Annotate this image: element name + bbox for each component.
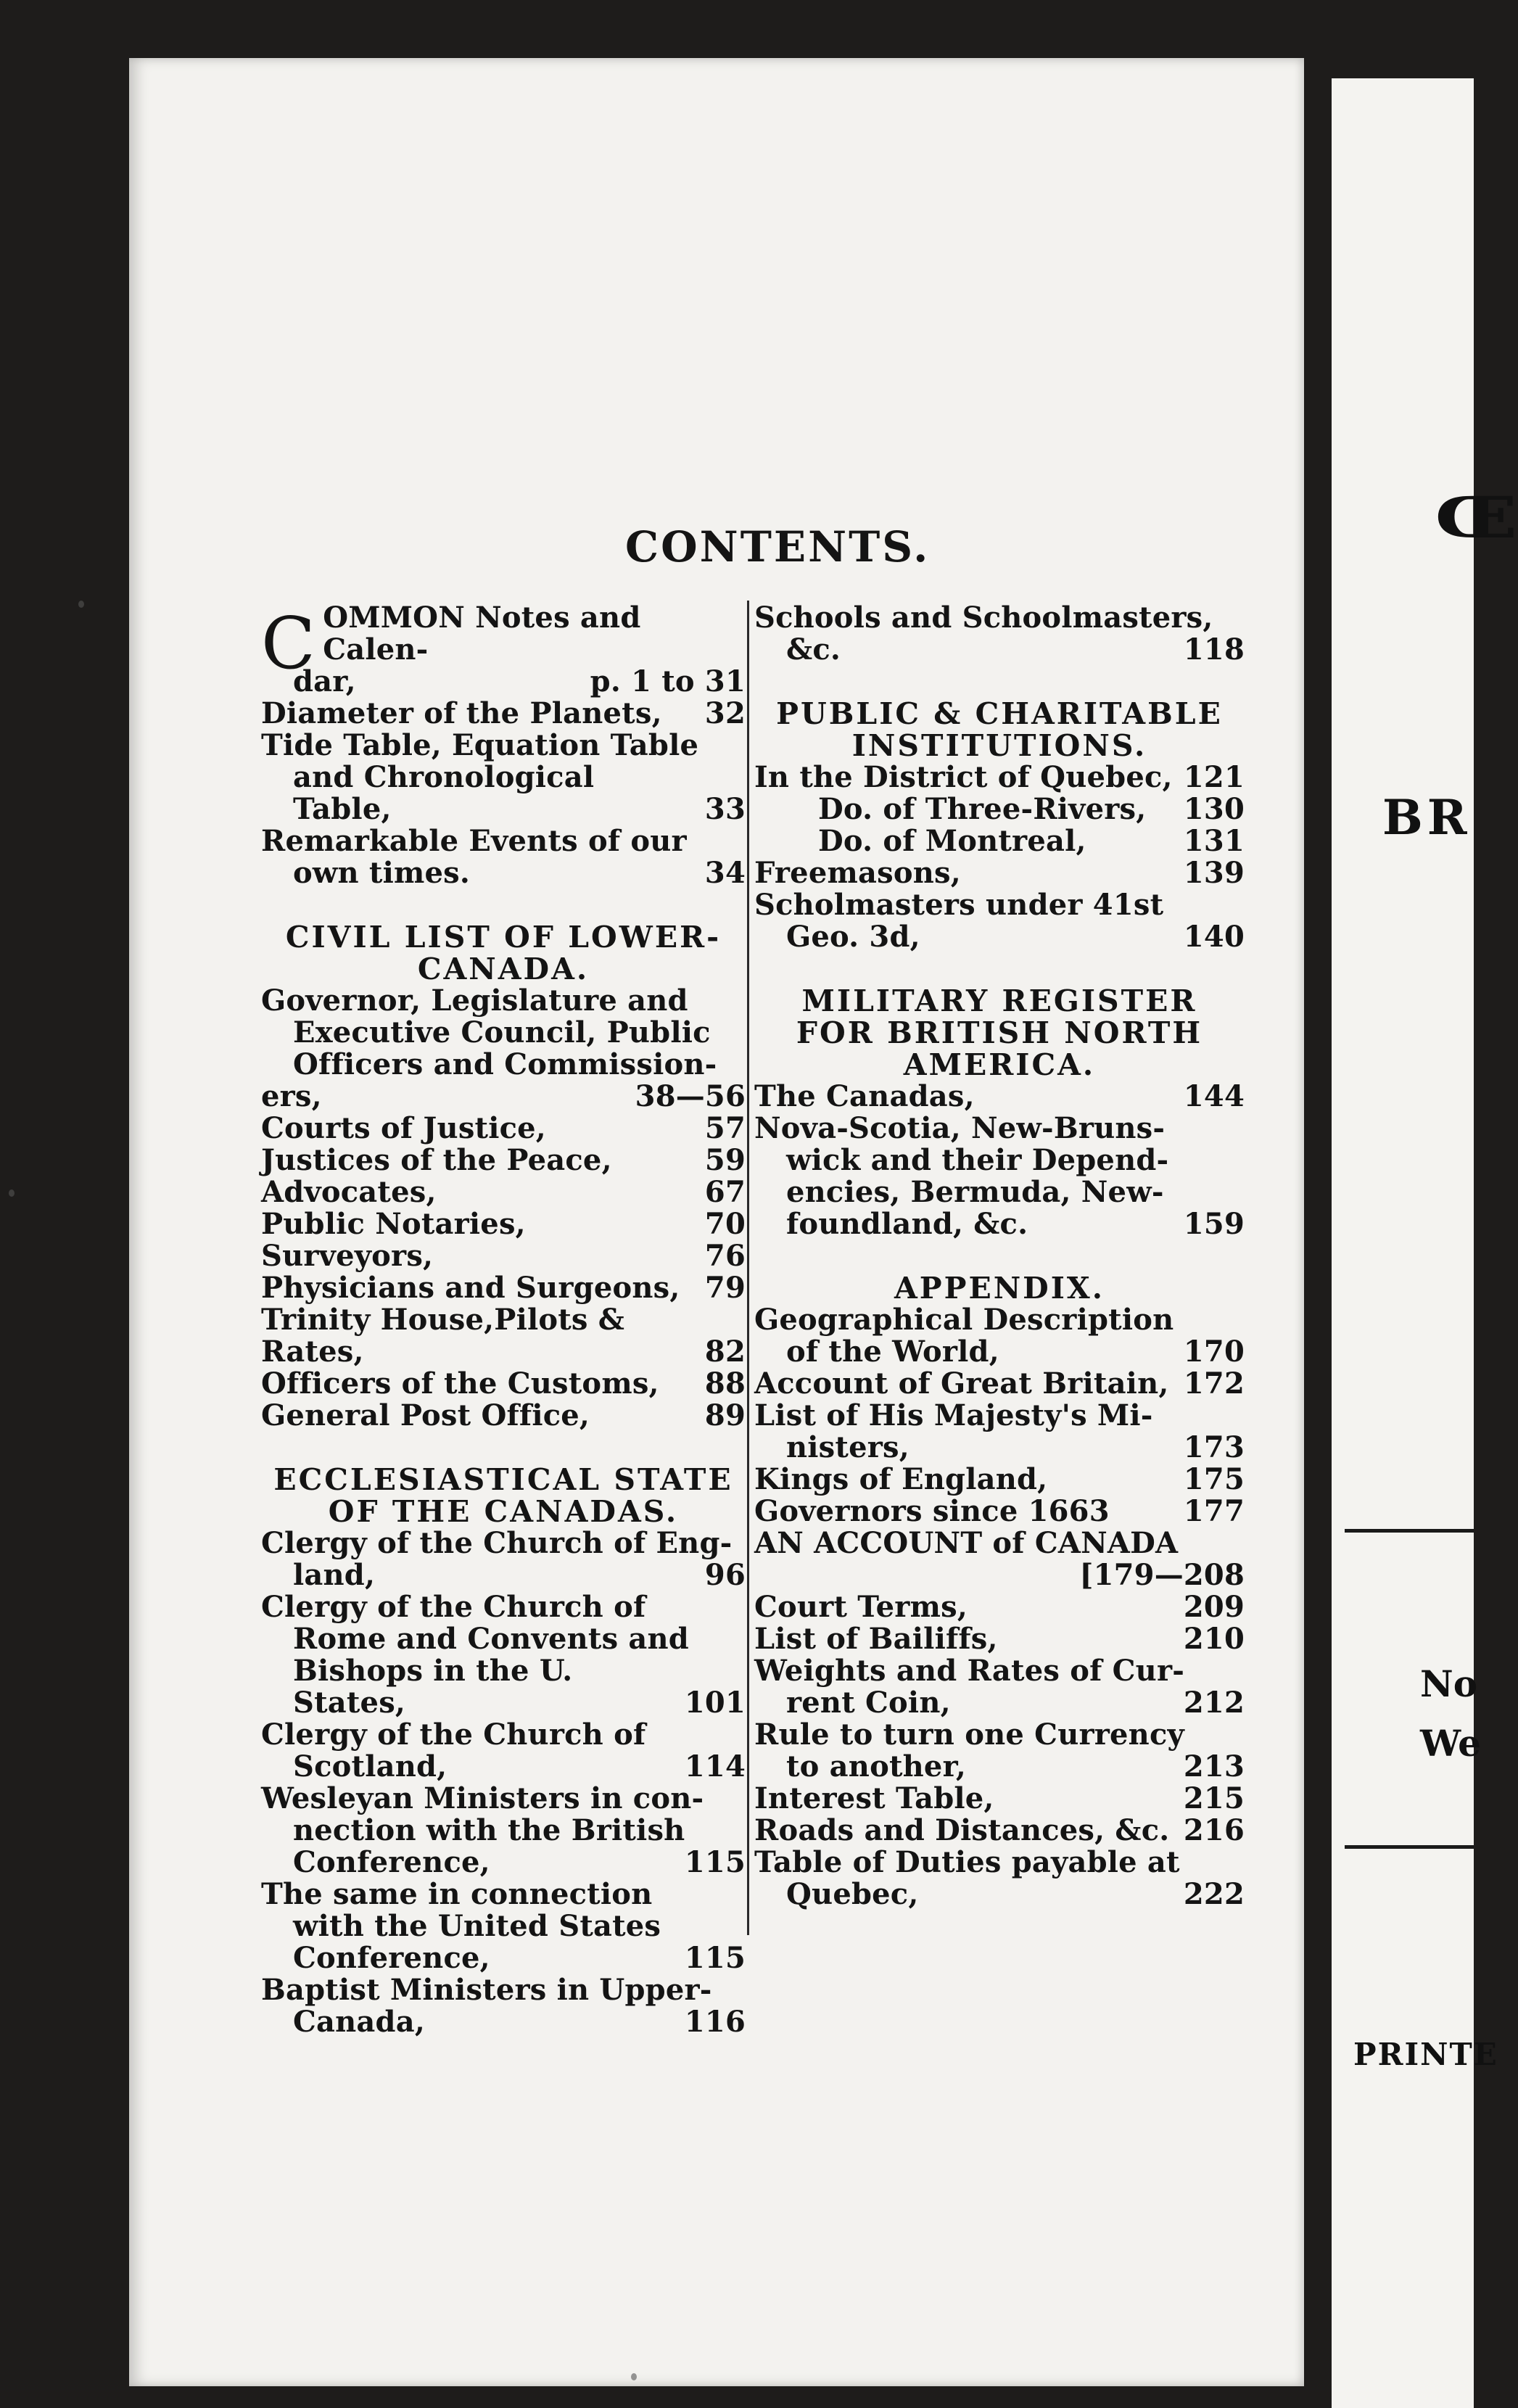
contents-entry — [754, 1176, 1245, 1208]
section-spacer — [754, 953, 1245, 985]
contents-entry — [261, 1527, 746, 1559]
contents-entry — [754, 1400, 1245, 1432]
page-number: 67 — [704, 1175, 746, 1209]
facing-page-rule-2 — [1345, 1845, 1474, 1849]
entry-title: Geographical Description — [754, 1303, 1174, 1337]
page-number: 212 — [1183, 1686, 1245, 1720]
contents-entry — [754, 921, 1245, 953]
contents-entry — [754, 602, 1245, 634]
entry-title: Justices of the Peace, — [261, 1143, 612, 1177]
contents-entry — [261, 1942, 746, 1974]
contents-entry — [754, 1655, 1245, 1687]
contents-entry — [754, 1527, 1245, 1559]
contents-entry — [261, 1049, 746, 1081]
entry-title: Clergy of the Church of — [261, 1718, 646, 1752]
contents-entry — [261, 1145, 746, 1176]
entry-title: Public Notaries, — [261, 1207, 526, 1241]
contents-entry — [754, 1113, 1245, 1145]
section-spacer — [261, 1432, 746, 1464]
entry-title: own times. — [293, 856, 471, 890]
entry-title: Freemasons, — [754, 856, 961, 890]
page-number: 88 — [704, 1366, 746, 1401]
entry-title: Tide Table, Equation Table — [261, 728, 699, 762]
contents-entry — [754, 1879, 1245, 1910]
column-divider — [747, 601, 749, 1935]
contents-left-column — [261, 602, 746, 2038]
page-number: p. 1 to 31 — [590, 664, 746, 698]
entry-title: Trinity House,Pilots & Rates, — [261, 1303, 625, 1369]
section-heading: INSTITUTIONS. — [851, 728, 1147, 763]
entry-title: Governor, Legislature and — [261, 984, 688, 1018]
section-heading: FOR BRITISH NORTH — [796, 1015, 1203, 1050]
entry-title: Surveyors, — [261, 1239, 434, 1273]
contents-entry — [754, 1208, 1245, 1240]
page-number: 89 — [704, 1398, 746, 1432]
contents-entry — [754, 1591, 1245, 1623]
section-heading: CIVIL LIST OF LOWER- — [285, 920, 722, 954]
entry-title: Remarkable Events of our — [261, 824, 687, 858]
page-number: 70 — [704, 1207, 746, 1241]
contents-entry — [754, 1719, 1245, 1751]
section-spacer — [754, 1240, 1245, 1272]
page-number: 209 — [1183, 1590, 1245, 1624]
contents-entry — [261, 1272, 746, 1304]
page-number: 172 — [1183, 1366, 1245, 1401]
page-number: 114 — [684, 1749, 746, 1784]
entry-title: Canada, — [293, 2005, 425, 2039]
section-spacer — [261, 889, 746, 921]
entry-title: Officers of the Customs, — [261, 1366, 659, 1401]
contents-right-column — [754, 602, 1245, 1910]
contents-entry — [261, 2006, 746, 2038]
entry-title: rent Coin, — [786, 1686, 951, 1720]
page-number: 116 — [684, 2005, 746, 2039]
contents-entry — [754, 1687, 1245, 1719]
facing-page-text-2: No — [1420, 1662, 1478, 1705]
entry-title: to another, — [786, 1749, 967, 1784]
facing-page-text-3: We — [1420, 1722, 1481, 1765]
contents-entry — [261, 1240, 746, 1272]
page-number: 82 — [704, 1335, 746, 1369]
entry-title: Diameter of the Planets, — [261, 696, 662, 730]
entry-title: foundland, &c. — [786, 1207, 1028, 1241]
entry-title: Table of Duties payable at — [754, 1845, 1180, 1879]
page-number: 115 — [684, 1845, 746, 1879]
page-number: 118 — [1183, 632, 1245, 667]
entry-title: Conference, — [293, 1845, 490, 1879]
entry-title: Interest Table, — [754, 1781, 994, 1815]
facing-page — [1332, 78, 1518, 2408]
contents-entry — [754, 1464, 1245, 1496]
entry-title: List of Bailiffs, — [754, 1622, 998, 1656]
entry-title: AN ACCOUNT of CANADA — [754, 1526, 1179, 1560]
page-number: 76 — [704, 1239, 746, 1273]
page-number: [179—208 — [1079, 1558, 1245, 1592]
contents-entry — [261, 985, 746, 1017]
entry-title: and Chronological Table, — [293, 760, 595, 826]
contents-entry — [754, 1432, 1245, 1464]
page-number: 159 — [1183, 1207, 1245, 1241]
facing-page-rule-1 — [1345, 1529, 1474, 1533]
page-number: 32 — [704, 696, 746, 730]
contents-entry — [261, 762, 746, 825]
entry-title: In the District of Quebec, — [754, 760, 1173, 794]
section-heading: OF THE CANADAS. — [328, 1494, 679, 1529]
page-number: 130 — [1183, 792, 1245, 826]
page-number: 222 — [1183, 1877, 1245, 1911]
entry-title: Courts of Justice, — [261, 1111, 546, 1145]
contents-entry — [261, 1400, 746, 1432]
entry-title: Do. of Montreal, — [818, 824, 1086, 858]
contents-entry — [261, 1719, 746, 1751]
page-number: 170 — [1183, 1335, 1245, 1369]
contents-entry — [261, 730, 746, 762]
entry-title: Advocates, — [261, 1175, 437, 1209]
page-number: 140 — [1183, 920, 1245, 954]
entry-title: encies, Bermuda, New- — [786, 1175, 1164, 1209]
entry-title: Rome and Convents and — [293, 1622, 689, 1656]
entry-title: Scholmasters under 41st — [754, 888, 1164, 922]
contents-entry — [261, 1208, 746, 1240]
page-number: 177 — [1183, 1494, 1245, 1528]
contents-entry — [754, 857, 1245, 889]
entry-title: List of His Majesty's Mi- — [754, 1398, 1153, 1432]
contents-entry — [754, 1559, 1245, 1591]
page-number: 131 — [1183, 824, 1245, 858]
contents-entry — [261, 1017, 746, 1049]
entry-title: Scotland, — [293, 1749, 447, 1784]
facing-page-ornament: ɶ — [1433, 463, 1518, 556]
entry-title: nisters, — [786, 1430, 909, 1464]
contents-entry — [754, 825, 1245, 857]
section-heading: PUBLIC & CHARITABLE — [776, 696, 1223, 731]
page-number: 215 — [1183, 1781, 1245, 1815]
entry-title: The Canadas, — [754, 1079, 975, 1113]
page-number: 33 — [704, 792, 746, 826]
entry-title: Clergy of the Church of Eng- — [261, 1526, 733, 1560]
entry-title: Governors since 1663 — [754, 1494, 1110, 1528]
contents-entry — [261, 1304, 746, 1368]
entry-title: wick and their Depend- — [786, 1143, 1169, 1177]
page-number: 79 — [704, 1271, 746, 1305]
entry-title: land, — [293, 1558, 376, 1592]
contents-entry — [754, 1368, 1245, 1400]
contents-entry — [261, 1081, 746, 1113]
entry-title: Wesleyan Ministers in con- — [261, 1781, 704, 1815]
entry-title: ers, — [261, 1079, 322, 1113]
entry-title: The same in connection — [261, 1877, 653, 1911]
paper-speck — [9, 1189, 15, 1197]
page-number: 210 — [1183, 1622, 1245, 1656]
contents-entry — [261, 1623, 746, 1655]
contents-entry — [261, 1783, 746, 1815]
contents-entry — [261, 1879, 746, 1910]
entry-title: Baptist Ministers in Upper- — [261, 1973, 712, 2007]
contents-entry — [754, 1304, 1245, 1336]
contents-entry — [261, 1974, 746, 2006]
contents-entry — [754, 1783, 1245, 1815]
contents-entry — [261, 1910, 746, 1942]
contents-entry — [754, 634, 1245, 666]
contents-entry — [754, 1496, 1245, 1527]
contents-entry — [754, 1847, 1245, 1879]
drop-cap: C — [261, 603, 316, 685]
section-heading: CANADA. — [417, 952, 590, 986]
contents-entry — [754, 889, 1245, 921]
page-number: 173 — [1183, 1430, 1245, 1464]
contents-entry — [261, 698, 746, 730]
entry-title: Geo. 3d, — [786, 920, 920, 954]
contents-entry — [261, 825, 746, 857]
page-title: CONTENTS. — [625, 522, 931, 572]
entry-title: Court Terms, — [754, 1590, 968, 1624]
entry-title: with the United States — [293, 1909, 661, 1943]
page-number: 59 — [704, 1143, 746, 1177]
contents-entry — [754, 1081, 1245, 1113]
facing-page-text-1: BR — [1382, 789, 1472, 846]
contents-entry — [261, 1591, 746, 1623]
page-number: 38—56 — [635, 1079, 746, 1113]
entry-title: Weights and Rates of Cur- — [754, 1654, 1185, 1688]
contents-entry — [754, 1336, 1245, 1368]
page-number: 216 — [1183, 1813, 1245, 1847]
section-spacer — [754, 666, 1245, 698]
contents-entry — [261, 857, 746, 889]
entry-title: Quebec, — [786, 1877, 919, 1911]
entry-title: &c. — [786, 632, 841, 667]
entry-title: Bishops in the U. States, — [293, 1654, 573, 1720]
contents-entry — [261, 1815, 746, 1847]
page-number: 101 — [684, 1686, 746, 1720]
entry-title: General Post Office, — [261, 1398, 590, 1432]
entry-title: Roads and Distances, &c. — [754, 1813, 1170, 1847]
contents-entry — [261, 1368, 746, 1400]
page-number: 96 — [704, 1558, 746, 1592]
contents-entry — [261, 1751, 746, 1783]
page-number: 144 — [1183, 1079, 1245, 1113]
section-heading: AMERICA. — [903, 1047, 1096, 1082]
entry-title: OMMON Notes and Calen- — [323, 601, 641, 667]
contents-entry — [261, 666, 746, 698]
entry-title: Do. of Three-Rivers, — [818, 792, 1147, 826]
entry-title: Conference, — [293, 1941, 490, 1975]
page-number: 34 — [704, 856, 746, 890]
contents-entry — [754, 1145, 1245, 1176]
entry-title: Officers and Commission- — [293, 1047, 717, 1081]
entry-title: dar, — [293, 664, 356, 698]
contents-entry — [261, 1559, 746, 1591]
contents-entry — [261, 1113, 746, 1145]
page-number: 121 — [1183, 760, 1245, 794]
contents-entry — [261, 1176, 746, 1208]
page-number: 175 — [1183, 1462, 1245, 1496]
paper-speck — [631, 2373, 637, 2380]
contents-entry — [754, 1751, 1245, 1783]
entry-title: Account of Great Britain, — [754, 1366, 1169, 1401]
section-heading: MILITARY REGISTER — [801, 984, 1197, 1018]
page-number: 139 — [1183, 856, 1245, 890]
contents-entry — [754, 793, 1245, 825]
entry-title: Clergy of the Church of — [261, 1590, 646, 1624]
paper-speck — [78, 601, 84, 608]
contents-entry — [754, 1815, 1245, 1847]
section-heading: APPENDIX. — [894, 1271, 1105, 1306]
contents-entry — [754, 1623, 1245, 1655]
entry-title: Kings of England, — [754, 1462, 1048, 1496]
page-number: 115 — [684, 1941, 746, 1975]
entry-title: of the World, — [786, 1335, 999, 1369]
entry-title: Nova-Scotia, New-Bruns- — [754, 1111, 1166, 1145]
facing-page-text-4: PRINTE — [1353, 2037, 1498, 2072]
page-number: 213 — [1183, 1749, 1245, 1784]
entry-title: Physicians and Surgeons, — [261, 1271, 680, 1305]
entry-title: nection with the British — [293, 1813, 685, 1847]
entry-title: Executive Council, Public — [293, 1015, 711, 1050]
entry-title: Schools and Schoolmasters, — [754, 601, 1213, 635]
entry-title: Rule to turn one Currency — [754, 1718, 1184, 1752]
contents-entry — [261, 1655, 746, 1719]
contents-entry — [754, 762, 1245, 793]
page-number: 57 — [704, 1111, 746, 1145]
section-heading: ECCLESIASTICAL STATE — [273, 1462, 733, 1497]
contents-entry — [261, 1847, 746, 1879]
